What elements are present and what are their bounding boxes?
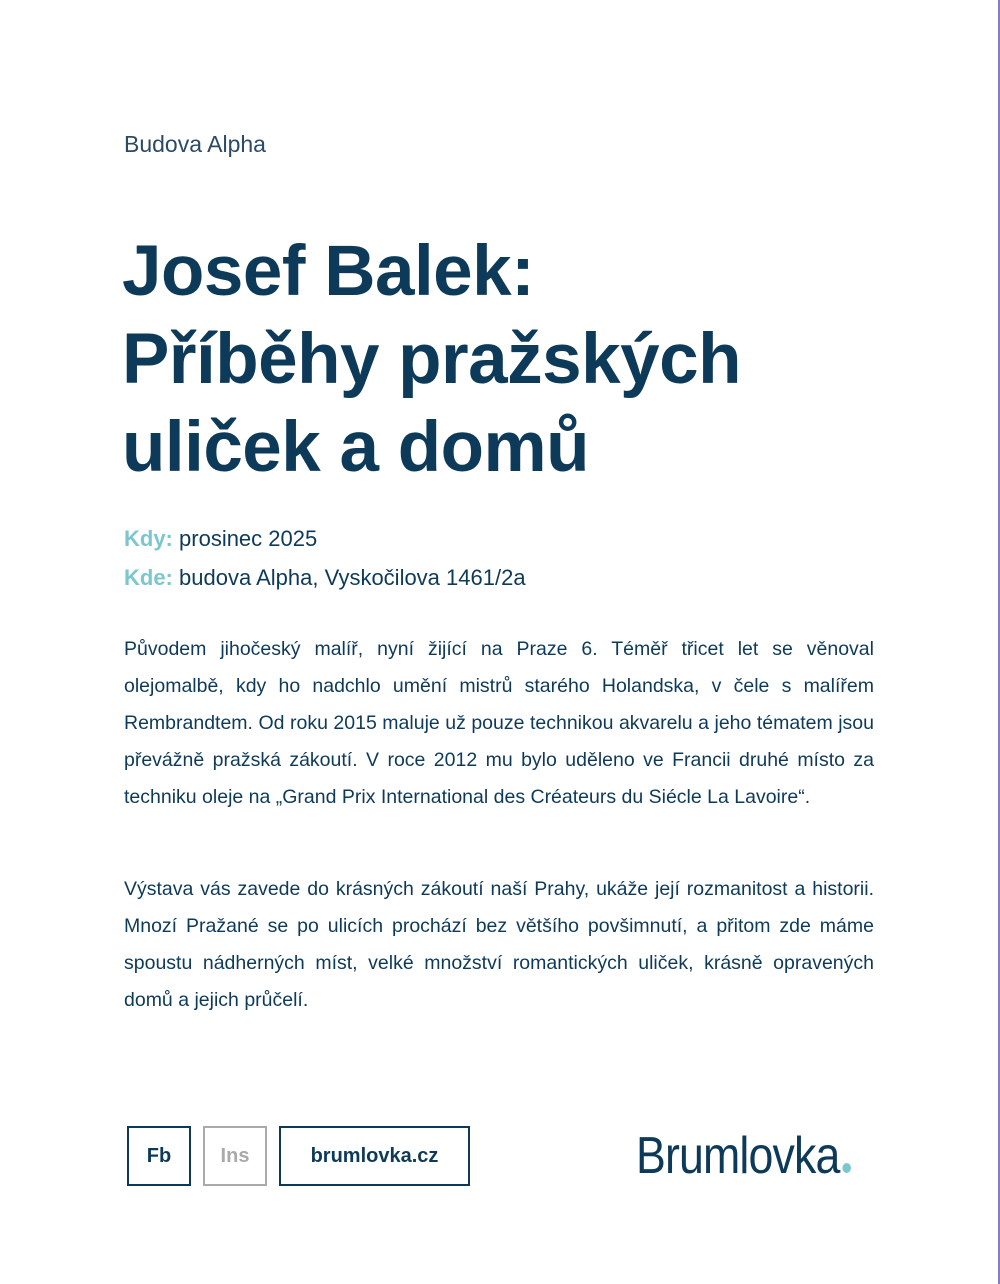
page-title: [122, 228, 902, 492]
when-value: prosinec 2025: [179, 526, 318, 551]
title-line: Příběhy pražských: [122, 320, 741, 399]
facebook-button[interactable]: Fb: [127, 1126, 191, 1186]
instagram-button[interactable]: Ins: [203, 1126, 267, 1186]
logo-text: Brumlovka: [636, 1127, 840, 1185]
title-line: Josef Balek:: [122, 232, 535, 311]
description-paragraph: Původem jihočeský malíř, nyní žijící na Praze 6. Téměř třicet let se věnoval olejomalbě, kdy ho nadchlo umění mistrů starého Holandska, v čele s malířem Rembrandtem. Od roku 2015 maluje už pouze technikou akvarelu a jeho tématem jsou převážně pražská zákoutí. V roce 2012 mu bylo uděleno ve Francii druhé místo za techniku oleje na „Grand Prix International des Créateurs du Siécle La Lavoire“.: [124, 638, 874, 808]
where-value: budova Alpha, Vyskočilova 1461/2a: [179, 565, 526, 590]
website-link[interactable]: brumlovka.cz: [279, 1126, 470, 1186]
venue-kicker: Budova Alpha: [124, 131, 266, 157]
when-row: [124, 526, 317, 552]
where-label: Kde:: [124, 565, 173, 590]
when-label: Kdy:: [124, 526, 173, 551]
logo-dot-icon: [842, 1163, 851, 1173]
where-row: [124, 565, 526, 591]
description-paragraph: Výstava vás zavede do krásných zákoutí naší Prahy, ukáže její rozmanitost a historii. Mnozí Pražané se po ulicích prochází bez většího povšimnutí, a přitom zde máme spoustu nádherných míst, velké množství romantických uliček, krásně opravených domů a jejich průčelí.: [124, 878, 874, 1011]
title-line: uliček a domů: [122, 408, 589, 487]
brumlovka-logo: [636, 1126, 851, 1186]
